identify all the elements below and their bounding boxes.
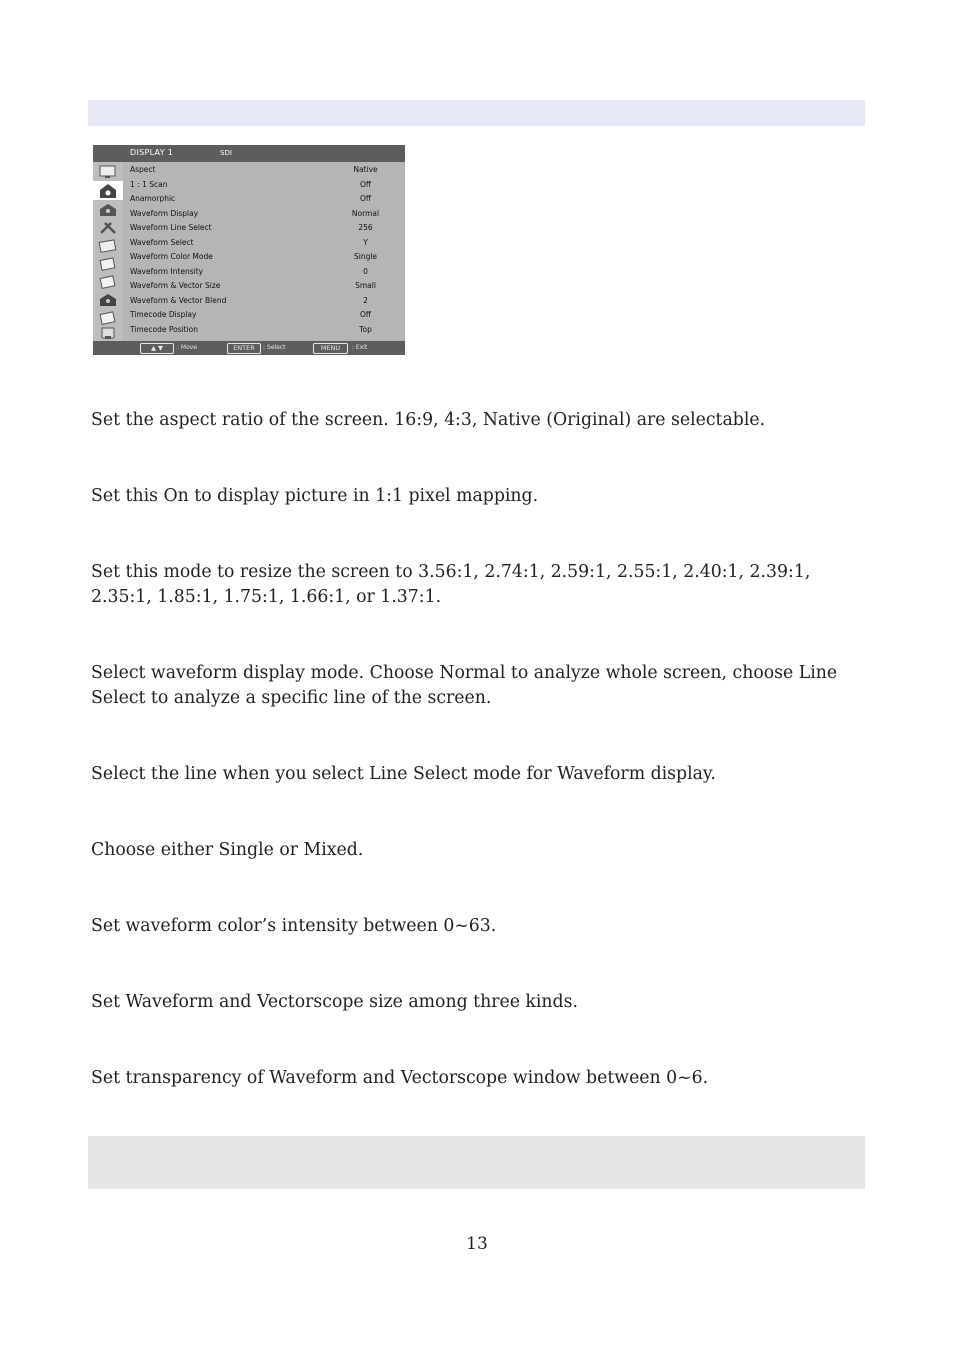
- osd-row-value: Top: [359, 324, 372, 334]
- section-header-bar: [88, 100, 865, 126]
- waveform-line-select-description: Select the line when you select Line Select mode for Waveform display.: [91, 764, 716, 784]
- osd-row-aspect[interactable]: [130, 163, 400, 177]
- osd-source: SDI: [220, 149, 232, 157]
- page-icon: [97, 275, 119, 289]
- menu-key-label: : Exit: [352, 344, 368, 351]
- osd-row-label: Waveform Line Select: [130, 223, 212, 232]
- enter-key: ENTER: [227, 343, 261, 354]
- osd-row-value: Native: [353, 165, 378, 174]
- document-icon: [97, 311, 119, 325]
- waveform-display-description: Select waveform display mode. Choose Normal to analyze whole screen, choose Line Select to analyze a specific line of the screen.: [91, 663, 838, 708]
- monitor-icon: [97, 165, 119, 179]
- osd-row-value: 2: [363, 295, 368, 305]
- osd-row-value: 0: [363, 266, 368, 276]
- osd-icon-column: [93, 162, 123, 341]
- move-key: ▲ ▼: [140, 343, 174, 354]
- osd-row-value: Off: [359, 179, 372, 189]
- menu-key: MENU: [313, 343, 348, 354]
- display-icon: [93, 181, 123, 200]
- osd-row-anamorphic[interactable]: [130, 192, 400, 206]
- osd-row-value: Normal: [351, 208, 380, 218]
- osd-row-label: Timecode Position: [130, 324, 199, 334]
- osd-title: DISPLAY 1: [130, 148, 174, 157]
- waveform-vector-size-description: Set Waveform and Vectorscope size among three kinds.: [91, 992, 578, 1012]
- audio-icon: [97, 293, 119, 307]
- osd-row-waveform-intensity[interactable]: [130, 265, 400, 279]
- aspect-description: Set the aspect ratio of the screen. 16:9, 4:3, Native (Original) are selectable.: [91, 410, 766, 430]
- osd-row-label: Aspect: [130, 165, 156, 174]
- osd-row-value: 256: [358, 223, 373, 232]
- osd-row-label: Waveform Display: [130, 208, 199, 218]
- osd-row-1to1-scan[interactable]: [130, 178, 400, 192]
- osd-header: [93, 145, 405, 162]
- osd-row-value: Single: [353, 252, 378, 261]
- osd-row-waveform-color-mode[interactable]: [130, 250, 400, 264]
- osd-row-label: 1 : 1 Scan: [130, 179, 168, 189]
- scan-description: Set this On to display picture in 1:1 pixel mapping.: [91, 486, 539, 506]
- osd-row-label: Anamorphic: [130, 194, 176, 203]
- tools-icon: [97, 221, 119, 235]
- note-icon: [97, 257, 119, 271]
- picture-icon: [97, 239, 119, 253]
- page-number: 13: [466, 1234, 488, 1254]
- waveform-intensity-description: Set waveform color’s intensity between 0~63.: [91, 916, 497, 936]
- waveform-color-mode-description: Choose either Single or Mixed.: [91, 840, 364, 860]
- osd-menu-screenshot: [93, 145, 405, 355]
- color-icon: [97, 203, 119, 217]
- anamorphic-description: Set this mode to resize the screen to 3.56:1, 2.74:1, 2.59:1, 2.55:1, 2.40:1, 2.39:1, 2.35:1, 1.85:1, 1.75:1, 1.66:1, or 1.37:1.: [91, 562, 811, 607]
- osd-row-label: Waveform Color Mode: [130, 252, 213, 261]
- osd-row-value: Small: [355, 281, 376, 290]
- waveform-vector-blend-description: Set transparency of Waveform and Vectorscope window between 0~6.: [91, 1068, 709, 1088]
- osd-row-timecode-display[interactable]: [130, 308, 400, 322]
- enter-key-label: : Select: [263, 344, 286, 351]
- section-footer-bar: [88, 1136, 865, 1189]
- osd-row-value: Off: [359, 194, 372, 203]
- osd-row-label: Waveform & Vector Blend: [130, 295, 227, 305]
- osd-row-waveform-vector-size[interactable]: [130, 279, 400, 293]
- osd-row-timecode-position[interactable]: [130, 323, 400, 337]
- system-icon: [97, 326, 119, 340]
- display-icon-selected: [93, 181, 123, 200]
- osd-row-label: Waveform & Vector Size: [130, 281, 221, 290]
- osd-row-waveform-line-select[interactable]: [130, 221, 400, 235]
- osd-footer: [93, 341, 405, 355]
- osd-row-label: Timecode Display: [130, 310, 197, 319]
- osd-row-label: Waveform Intensity: [130, 266, 204, 276]
- osd-row-value: Y: [363, 237, 368, 247]
- osd-row-label: Waveform Select: [130, 237, 194, 247]
- osd-row-waveform-display[interactable]: [130, 207, 400, 221]
- osd-row-value: Off: [359, 310, 372, 319]
- osd-row-waveform-vector-blend[interactable]: [130, 294, 400, 308]
- osd-row-waveform-select[interactable]: [130, 236, 400, 250]
- move-key-label: : Move: [177, 344, 198, 351]
